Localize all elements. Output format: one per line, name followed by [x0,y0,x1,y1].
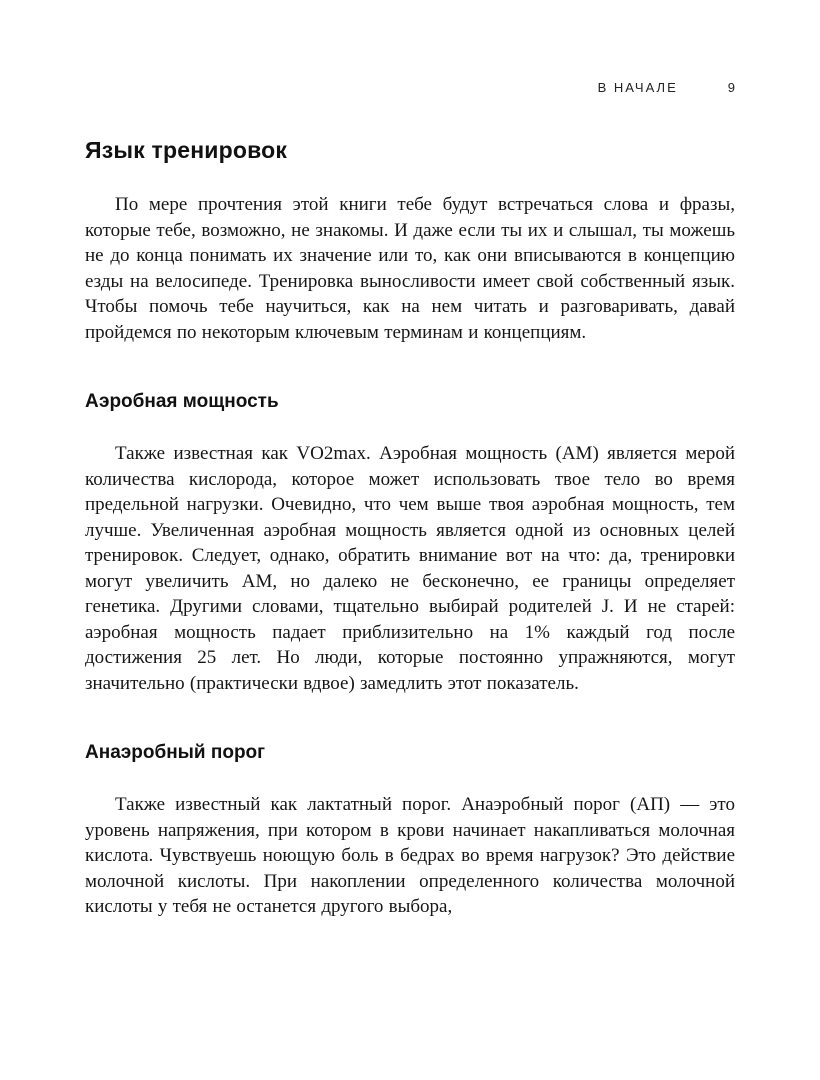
section-heading: Анаэробный порог [85,742,266,763]
section-paragraph: Также известная как VO2max. Аэробная мощность (АМ) является мерой количества кислорода, которое может использовать твое тело во время предельной нагрузки. Очевидно, что чем выше твоя аэробная мощность, тем лучше. Увеличенная аэробная мощность является одной из основных целей тренировок. Следует, однако, обратить внимание вот на что: да, тренировки могут увеличить АМ, но далеко не бесконечно, ее границы определяет генетика. Другими словами, тщательно выбирай родителей J. И не старей: аэробная мощность падает приблизительно на 1% каждый год после достижения 25 лет. Но люди, которые постоянно упражняются, могут значительно (практически вдвое) замедлить этот показатель. [85,443,735,694]
running-header-title: В НАЧАЛЕ [597,80,678,95]
page-number: 9 [727,80,735,95]
running-header [85,80,735,95]
section-heading: Аэробная мощность [85,391,279,412]
chapter-title: Язык тренировок [85,137,288,163]
section-aerobic-power [85,391,735,696]
intro-paragraph: По мере прочтения этой книги тебе будут встречаться слова и фразы, которые тебе, возможно, не знакомы. И даже если ты их и слышал, ты можешь не до конца понимать их значение или то, как они вписываются в концепцию езды на велосипеде. Тренировка выносливости имеет свой собственный язык. Чтобы помочь тебе научиться, как на нем читать и разговаривать, давай пройдемся по некоторым ключевым терминам и концепциям. [85,194,735,343]
section-paragraph: Также известный как лактатный порог. Анаэробный порог (АП) — это уровень напряжения, при котором в крови начинает накапливаться молочная кислота. Чувствуешь ноющую боль в бедрах во время нагрузок? Это действие молочной кислоты. При накоплении определенного количества молочной кислоты у тебя не останется другого выбора, [85,794,735,917]
section-anaerobic-threshold [85,742,735,920]
